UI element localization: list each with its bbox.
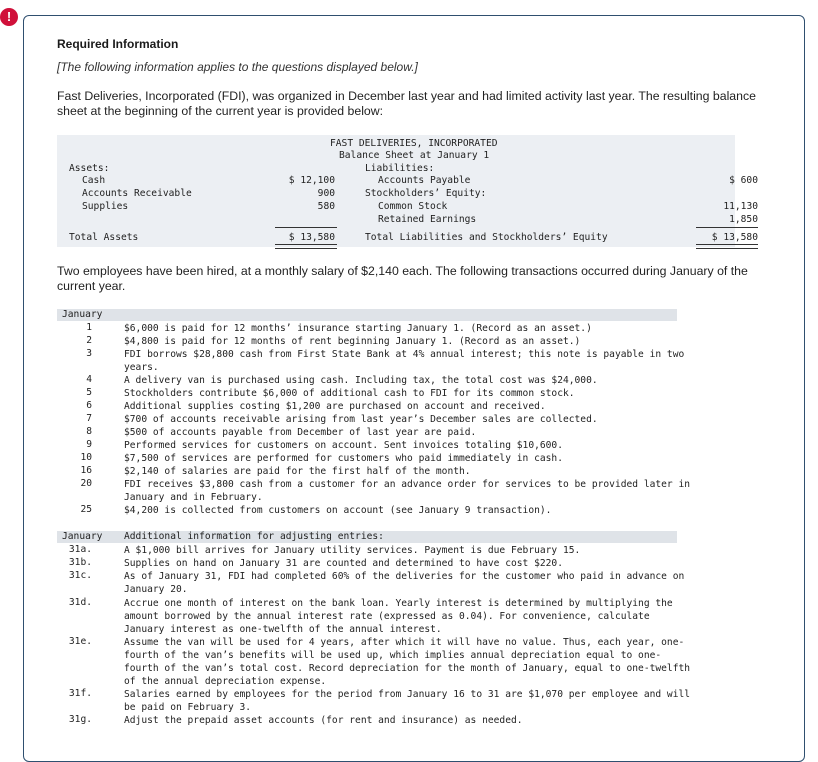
tx-text: $2,140 of salaries are paid for the first half of the month. (124, 466, 471, 477)
total-assets-label: Total Assets (69, 232, 139, 243)
tx-text: FDI borrows $28,800 cash from First State Bank at 4% annual interest; this note is payable in two years. (124, 349, 685, 373)
tx-day: 3 (86, 348, 92, 359)
divider (696, 227, 758, 228)
adj-text: A $1,000 bill arrives for January utility services. Payment is due February 15. (124, 545, 581, 556)
adj-day: 31e. (68, 636, 92, 647)
tx-day: 6 (86, 400, 92, 411)
asset-label-cash: Cash (82, 175, 106, 186)
adjustments-header: Additional information for adjusting entries: (124, 531, 384, 542)
common-stock-value: 11,130 (723, 201, 758, 212)
employees-paragraph: Two employees have been hired, at a monthly salary of $2,140 each. The following transactions occurred during January of the current year. (57, 264, 748, 293)
asset-label-ar: Accounts Receivable (82, 188, 192, 199)
asset-value-supplies: 580 (317, 201, 335, 212)
total-assets-value: $ 13,580 (288, 232, 335, 243)
assets-label: Assets: (69, 163, 110, 174)
divider (275, 227, 337, 228)
tx-text: $6,000 is paid for 12 months’ insurance starting January 1. (Record as an asset.) (124, 323, 592, 334)
tx-text: A delivery van is purchased using cash. Including tax, the total cost was $24,000. (124, 375, 598, 386)
tx-day: 7 (86, 413, 92, 424)
tx-text: Additional supplies costing $1,200 are purchased on account and received. (124, 401, 546, 412)
adj-text: Accrue one month of interest on the bank loan. Yearly interest is determined by multiplying the amount borrowed by the annual interest rate (expressed as 0.04). For convenience, calculate January interest as one-twelfth of the annual interest. (124, 598, 673, 635)
double-underline (275, 244, 337, 249)
tx-day: 16 (80, 465, 92, 476)
tx-day: 25 (80, 504, 92, 515)
tx-text: Stockholders contribute $6,000 of additional cash to FDI for its common stock. (124, 388, 575, 399)
liabilities-label: Liabilities: (365, 163, 435, 174)
retained-earnings-value: 1,850 (729, 214, 758, 225)
adj-text: Supplies on hand on January 31 are counted and determined to have cost $220. (124, 558, 563, 569)
adj-day: 31a. (68, 544, 92, 555)
adj-day: 31b. (68, 557, 92, 568)
tx-text: Performed services for customers on account. Sent invoices totaling $10,600. (124, 440, 563, 451)
adj-day: 31g. (68, 714, 92, 725)
tx-text: $4,200 is collected from customers on account (see January 9 transaction). (124, 505, 552, 516)
bs-title: Balance Sheet at January 1 (339, 150, 490, 161)
tx-text: $500 of accounts payable from December of last year are paid. (124, 427, 477, 438)
ap-value: $ 600 (729, 175, 758, 186)
tx-text: FDI receives $3,800 cash from a customer for an advance order for services to be provided later in January and in February. (124, 479, 691, 503)
transactions-month-label: January (62, 309, 103, 320)
tx-day: 5 (86, 387, 92, 398)
tx-text: $700 of accounts receivable arising from last year’s December sales are collected. (124, 414, 598, 425)
tx-day: 9 (86, 439, 92, 450)
adj-day: 31d. (68, 597, 92, 608)
equity-label: Stockholders’ Equity: (365, 188, 487, 199)
retained-earnings-label: Retained Earnings (378, 214, 477, 225)
page-title: Required Information (57, 37, 179, 51)
common-stock-label: Common Stock (378, 201, 448, 212)
asset-label-supplies: Supplies (82, 201, 129, 212)
intro-paragraph: Fast Deliveries, Incorporated (FDI), was organized in December last year and had limited activity last year. The resulting balance sheet at the beginning of the current year is provided below: (57, 89, 756, 118)
adj-day: 31c. (68, 570, 92, 581)
tx-day: 8 (86, 426, 92, 437)
adj-text: Assume the van will be used for 4 years, after which it will have no value. Thus, each year, one-fourth of the van’s benefits will be used up, which implies annual depreciation equal to one-fourth of the van’s total cost. Record depreciation for the month of January, equal to one-twelfth of the annual depreciation expense. (124, 637, 691, 687)
tx-text: $4,800 is paid for 12 months of rent beginning January 1. (Record as an asset.) (124, 336, 581, 347)
bs-company: FAST DELIVERIES, INCORPORATED (330, 138, 498, 149)
tx-day: 10 (80, 452, 92, 463)
adj-text: Adjust the prepaid asset accounts (for rent and insurance) as needed. (124, 715, 523, 726)
asset-value-ar: 900 (317, 188, 335, 199)
alert-icon: ! (0, 8, 18, 26)
total-le-value: $ 13,580 (711, 232, 758, 243)
tx-day: 1 (86, 322, 92, 333)
double-underline (696, 244, 758, 249)
total-le-label: Total Liabilities and Stockholders’ Equity (365, 232, 608, 243)
page-subtitle: [The following information applies to the questions displayed below.] (57, 60, 418, 74)
tx-day: 4 (86, 374, 92, 385)
transactions-header-bar (57, 309, 677, 321)
adj-day: 31f. (68, 688, 92, 699)
adjustments-month-label: January (62, 531, 103, 542)
adj-text: Salaries earned by employees for the period from January 16 to 31 are $1,070 per employee and will be paid on February 3. (124, 689, 691, 713)
adj-text: As of January 31, FDI had completed 60% of the deliveries for the customer who paid in advance on January 20. (124, 571, 685, 595)
ap-label: Accounts Payable (378, 175, 471, 186)
tx-day: 2 (86, 335, 92, 346)
tx-text: $7,500 of services are performed for customers who paid immediately in cash. (124, 453, 563, 464)
asset-value-cash: $ 12,100 (288, 175, 335, 186)
tx-day: 20 (80, 478, 92, 489)
